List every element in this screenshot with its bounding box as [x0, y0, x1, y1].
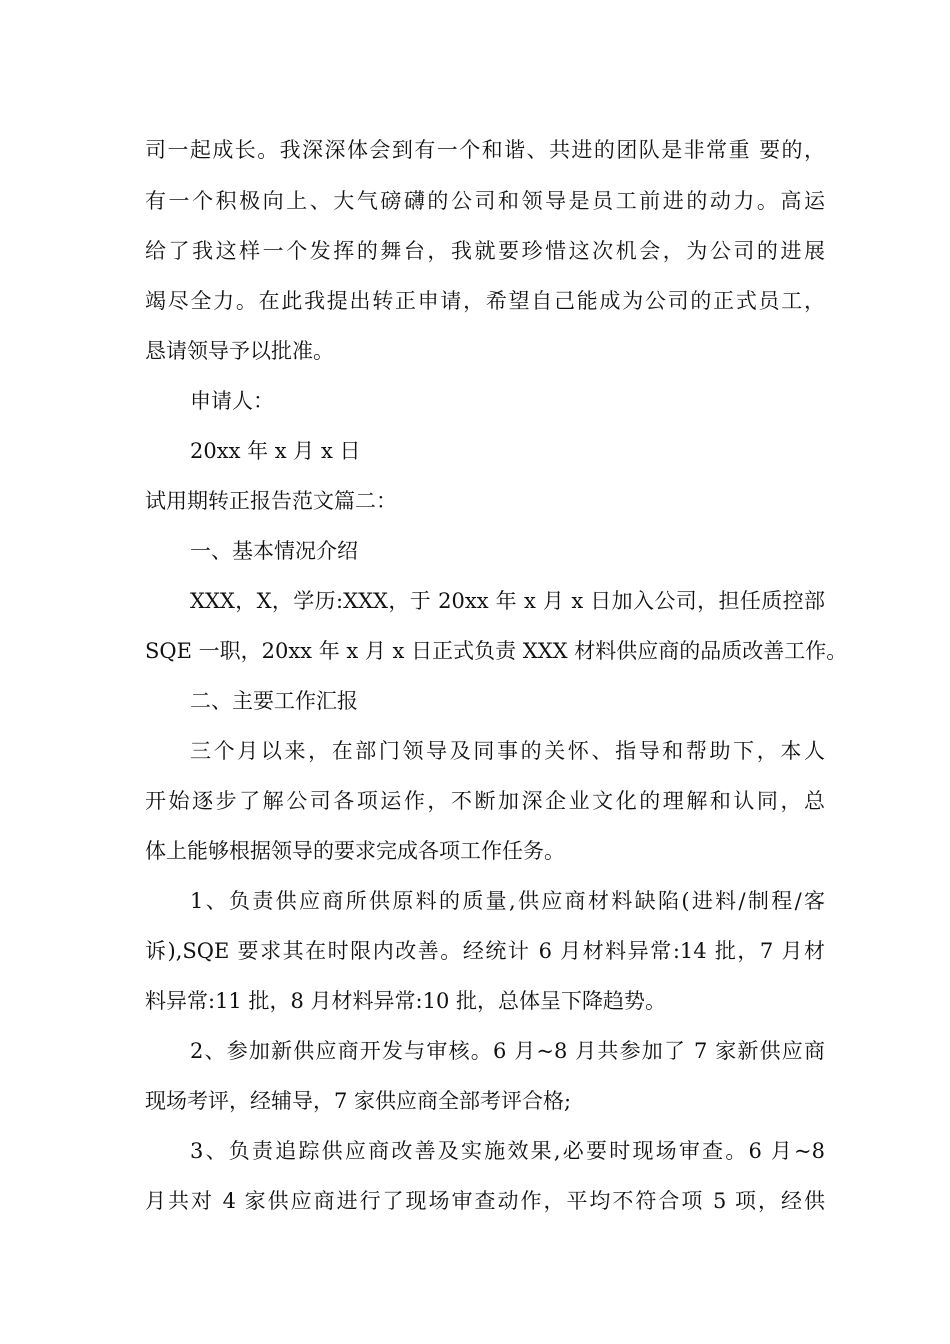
heading-work-report: 二、主要工作汇报: [190, 689, 358, 713]
paragraph-line: SQE 一职，20xx 年 x 月 x 日正式负责 XXX 材料供应商的品质改善工作。: [145, 639, 848, 663]
section-title: 试用期转正报告范文篇二：: [145, 489, 397, 513]
paragraph-line: 诉),SQE 要求其在时限内改善。经统计 6 月材料异常:14 批，7 月材: [145, 939, 825, 963]
paragraph-line: 开始逐步了解公司各项运作，不断加深企业文化的理解和认同，总: [145, 789, 825, 813]
list-item-3: 3、负责追踪供应商改善及实施效果,必要时现场审查。6 月~8: [190, 1139, 825, 1163]
paragraph-line: 现场考评，经辅导，7 家供应商全部考评合格;: [145, 1089, 572, 1113]
paragraph-line: 给了我这样一个发挥的舞台，我就要珍惜这次机会，为公司的进展: [145, 239, 825, 263]
paragraph-line: 有一个积极向上、大气磅礴的公司和领导是员工前进的动力。高运: [145, 189, 825, 213]
list-item-2: 2、参加新供应商开发与审核。6 月~8 月共参加了 7 家新供应商: [190, 1039, 825, 1063]
list-item-1: 1、负责供应商所供原料的质量,供应商材料缺陷(进料/制程/客: [190, 889, 825, 913]
paragraph-line: 竭尽全力。在此我提出转正申请，希望自己能成为公司的正式员工，: [145, 289, 825, 313]
applicant-label: 申请人：: [190, 389, 274, 413]
paragraph-line: 体上能够根据领导的要求完成各项工作任务。: [145, 839, 565, 863]
paragraph-line: 三个月以来，在部门领导及同事的关怀、指导和帮助下，本人: [190, 739, 825, 763]
heading-basic-info: 一、基本情况介绍: [190, 539, 358, 563]
paragraph-line: 恳请领导予以批准。: [145, 339, 334, 363]
date-line: 20xx 年 x 月 x 日: [190, 439, 361, 463]
paragraph-line: XXX，X，学历:XXX，于 20xx 年 x 月 x 日加入公司，担任质控部: [190, 589, 825, 613]
paragraph-line: 料异常:11 批，8 月材料异常:10 批，总体呈下降趋势。: [145, 989, 666, 1013]
paragraph-line: 司一起成长。我深深体会到有一个和谐、共进的团队是非常重 要的，: [145, 138, 825, 162]
paragraph-line: 月共对 4 家供应商进行了现场审查动作，平均不符合项 5 项，经供: [145, 1189, 825, 1213]
